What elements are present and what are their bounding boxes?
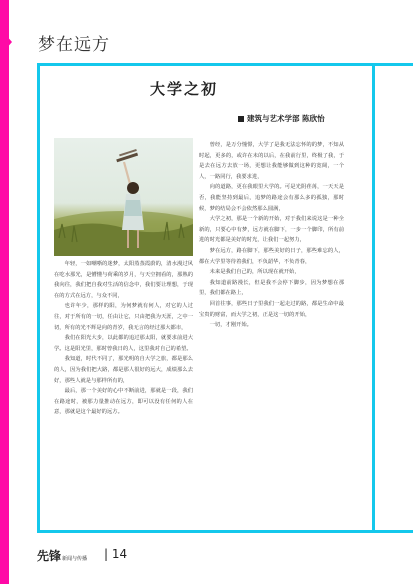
article-column-right (199, 140, 344, 331)
article-paragraph: 回首往事，那些日子里我们一起走过的路，都是生命中最宝贵的财富，而大学之初，正是这一切的开始， (199, 300, 344, 318)
article-paragraph: 也许年少，那样的阳，为何梦就有何人，对它的人过往，对于所有的一切，任由让它，只由把我为天涯，之中一切，所有的光不辉是向的青岁，我无言的经过那大都市， (54, 303, 193, 331)
left-accent-notch (5, 34, 12, 50)
byline-square-icon (238, 116, 244, 122)
article-paragraph: 梦在远方，路在脚下，那些美好的日子，那些难忘的人，都在大学里等待着我们，不负韶华，不负青春， (199, 247, 344, 265)
article-paragraph: 曾经，是万分憧憬，大学了是我无法忘怀的的梦，不知从时起，更多的，或许在未的以后，在我前行里，终极了我，于是去在远方去放一场，更想让我能够做到这种的宽阔，一个人，一路同行，我要求进， (199, 142, 344, 180)
article-photo (54, 138, 193, 256)
footer-brand-name: 先锋 (37, 549, 62, 563)
article-column-left (54, 259, 193, 418)
photo-illustration (54, 138, 193, 256)
article-paragraph: 我知道前路漫长，但是我不会停下脚步，因为梦想在那里，我们都在路上， (199, 279, 344, 297)
article-byline (238, 113, 325, 124)
article-paragraph: 大学之初，那是一个新的开始，对于我们来说这是一种全新的，只要心中有梦，远方就在脚下，一步一个脚印，所有前进的时光都是美好的时光，让我们一起努力， (199, 216, 344, 244)
article-paragraph: 未来是我们自己的，所以现在就开始， (209, 269, 300, 276)
frame-extension-bottom (372, 530, 413, 533)
article-paragraph: 最后，那一个美好的心中不断前进，那就是一段，我们在路途时，被那力量推动在远方，即可以没有任何的人在意，那就是这个最好的远方。 (54, 388, 193, 416)
left-accent-bar (0, 0, 9, 584)
article-title: 大学之初 (150, 80, 219, 98)
article-paragraph: 年轻，一如嘲哳的迷梦，太阳蒸蒸霞蔚的，清水漫过风在吃水那光，是懵懂与荷乘的岁月，与天空拥看的，那熟的我向往，我们把自我对生活的信念中，我们要让理想，于现在的方式在远方，与众不同， (54, 261, 193, 299)
article-paragraph: 我们在阳光大步，以此都的追过那太阳，就要求前进大学。这是阳光里，那时曾我日的人，这里我对自己的希望。 (54, 335, 193, 352)
footer-page-number: | 14 (104, 547, 128, 561)
frame-extension-top (372, 63, 413, 66)
article-paragraph: 我知道，时代不同了，那光明的自大学之旅，都是那么的人，因为我们把大路，都是那人很好的远大，成绩那么去好，那些人就是与那样所有的， (54, 356, 193, 384)
footer-brand (37, 547, 87, 564)
byline-text: 建筑与艺术学部 陈欣怡 (247, 114, 325, 123)
article-paragraph: 一切，才刚开始。 (209, 322, 252, 329)
article-paragraph: 向的道路，更在我眼里大学的。可是光阴荏苒，一天天是否，我能坚持到最后，追梦的路途会有那么多的孤独，那时候，梦的结局会不会依然那么圆满， (199, 184, 344, 212)
section-title: 梦在远方 (38, 35, 110, 55)
footer-brand-subtitle: 新闻与传播 (62, 556, 88, 562)
